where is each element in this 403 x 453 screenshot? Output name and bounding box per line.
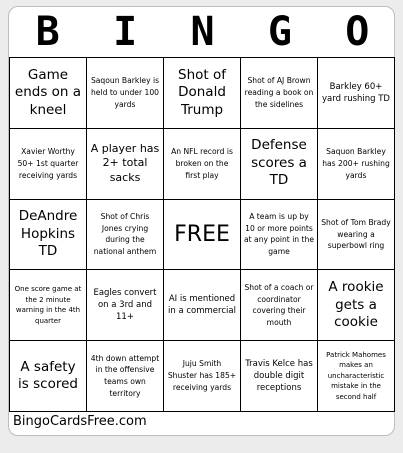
- header-letter-o: O: [345, 9, 370, 55]
- bingo-cell-r1c4[interactable]: Shot of AJ Brown reading a book on the sidelines: [241, 58, 318, 129]
- bingo-cell-r5c4[interactable]: Travis Kelce has double digit receptions: [241, 341, 318, 412]
- bingo-cell-r5c2[interactable]: 4th down attempt in the offensive teams own territory: [87, 341, 164, 412]
- header-letter-g: G: [267, 9, 292, 55]
- bingo-cell-r4c2[interactable]: Eagles convert on a 3rd and 11+: [87, 270, 164, 341]
- bingo-cell-r2c5[interactable]: Saquon Barkley has 200+ rushing yards: [318, 129, 395, 200]
- bingo-cell-r4c5[interactable]: A rookie gets a cookie: [318, 270, 395, 341]
- footer-brand: BingoCardsFree.com: [13, 414, 147, 429]
- bingo-card: [8, 6, 395, 436]
- bingo-cell-r4c1[interactable]: One score game at the 2 minute warning in the 4th quarter: [10, 270, 87, 341]
- bingo-cell-free[interactable]: FREE: [164, 200, 241, 271]
- bingo-cell-r1c3[interactable]: Shot of Donald Trump: [164, 58, 241, 129]
- header-letter-n: N: [190, 9, 215, 55]
- bingo-cell-r2c1[interactable]: Xavier Worthy 50+ 1st quarter receiving yards: [10, 129, 87, 200]
- bingo-cell-r4c3[interactable]: AI is mentioned in a commercial: [164, 270, 241, 341]
- bingo-cell-r1c5[interactable]: Barkley 60+ yard rushing TD: [318, 58, 395, 129]
- header-letter-i: I: [113, 9, 138, 55]
- bingo-header: [9, 7, 396, 55]
- bingo-cell-r3c1[interactable]: DeAndre Hopkins TD: [10, 200, 87, 271]
- header-letter-b: B: [35, 9, 60, 55]
- bingo-cell-r5c5[interactable]: Patrick Mahomes makes an uncharacteristic mistake in the second half: [318, 341, 395, 412]
- bingo-cell-r5c3[interactable]: Juju Smith Shuster has 185+ receiving yards: [164, 341, 241, 412]
- bingo-cell-r3c4[interactable]: A team is up by 10 or more points at any point in the game: [241, 200, 318, 271]
- bingo-grid: [9, 57, 395, 412]
- bingo-cell-r3c5[interactable]: Shot of Tom Brady wearing a superbowl ring: [318, 200, 395, 271]
- bingo-cell-r1c2[interactable]: Saqoun Barkley is held to under 100 yards: [87, 58, 164, 129]
- bingo-cell-r2c4[interactable]: Defense scores a TD: [241, 129, 318, 200]
- bingo-cell-r3c2[interactable]: Shot of Chris Jones crying during the national anthem: [87, 200, 164, 271]
- bingo-cell-r1c1[interactable]: Game ends on a kneel: [10, 58, 87, 129]
- bingo-cell-r2c3[interactable]: An NFL record is broken on the first play: [164, 129, 241, 200]
- bingo-cell-r2c2[interactable]: A player has 2+ total sacks: [87, 129, 164, 200]
- bingo-cell-r5c1[interactable]: A safety is scored: [10, 341, 87, 412]
- bingo-cell-r4c4[interactable]: Shot of a coach or coordinator covering their mouth: [241, 270, 318, 341]
